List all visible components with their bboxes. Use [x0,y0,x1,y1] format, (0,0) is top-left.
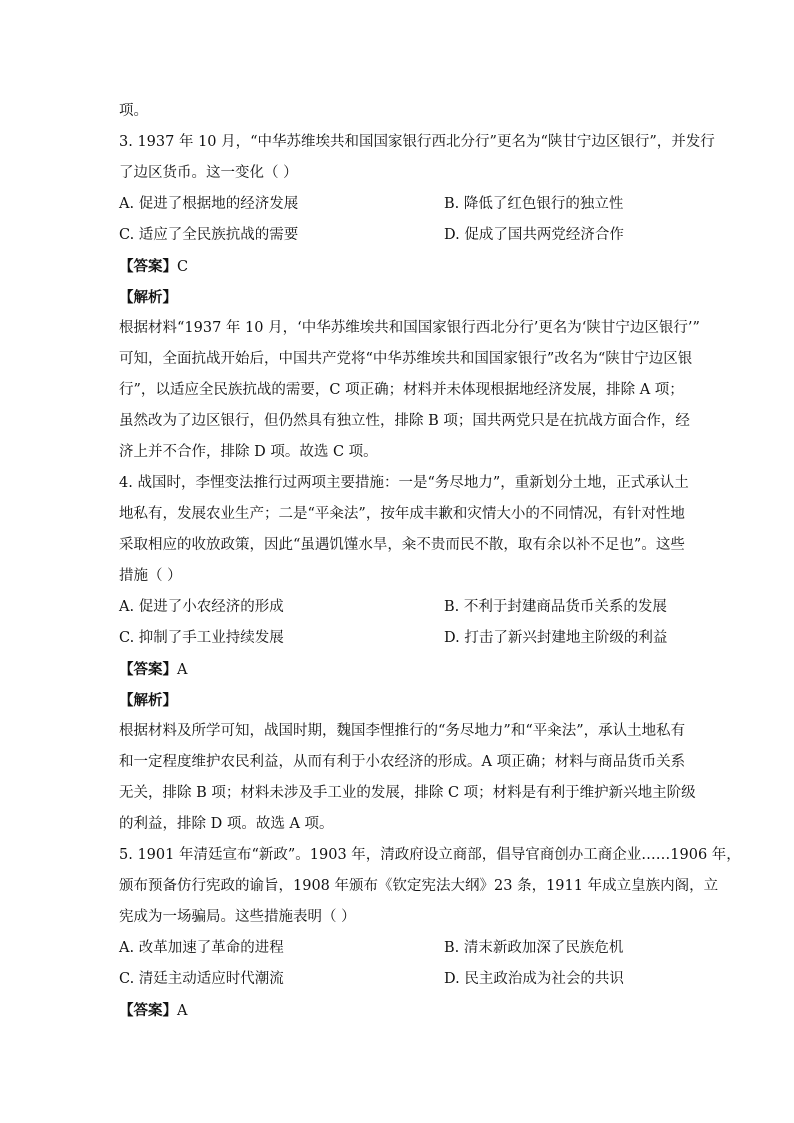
text-line: 根据材料“1937 年 10 月，‘中华苏维埃共和国国家银行西北分行’更名为‘陕甘宁边区银行’” [119,320,700,336]
answer-value: A [177,662,188,678]
option-row [119,964,679,995]
text-line: 措施（ ） [119,568,182,584]
option-right: B. 降低了红色银行的独立性 [444,196,624,212]
text-line: 行”，以适应全民族抗战的需要，C 项正确；材料并未体现根据地经济发展，排除 A 项； [119,382,684,398]
answer-value: C [177,259,189,275]
option-row [119,592,679,623]
option-right: D. 民主政治成为社会的共识 [444,971,624,987]
text-line: 了边区货币。这一变化（ ） [119,165,298,181]
option-left: A. 促进了小农经济的形成 [119,599,284,615]
section-tag: 【答案】 [119,1002,177,1019]
section-tag: 【解析】 [119,289,177,306]
option-right: D. 打击了新兴封建地主阶级的利益 [444,630,668,646]
answer-line [119,685,679,716]
answer-line [119,251,679,282]
section-tag: 【答案】 [119,661,177,678]
text-line: 济上并不合作，排除 D 项。故选 C 项。 [119,444,378,460]
text-line: 的利益，排除 D 项。故选 A 项。 [119,816,334,832]
option-left: A. 改革加速了革命的进程 [119,940,284,956]
section-tag: 【答案】 [119,258,177,275]
option-row [119,933,679,964]
section-tag: 【解析】 [119,692,177,709]
option-right: B. 清末新政加深了民族危机 [444,940,624,956]
answer-line [119,282,679,313]
option-left: C. 清廷主动适应时代潮流 [119,971,284,987]
text-line: 采取相应的收放政策，因此“虽遇饥馑水旱，籴不贵而民不散，取有余以补不足也”。这些 [119,537,685,553]
text-line: 根据材料及所学可知，战国时期，魏国李悝推行的“务尽地力”和“平籴法”，承认土地私有 [119,723,686,739]
option-left: C. 抑制了手工业持续发展 [119,630,284,646]
text-line: 和一定程度维护农民利益，从而有利于小农经济的形成。A 项正确；材料与商品货币关系 [119,754,686,770]
text-line: 项。 [119,103,148,119]
option-row [119,220,679,251]
answer-value: A [177,1003,188,1019]
option-row [119,189,679,220]
option-right: B. 不利于封建商品货币关系的发展 [444,599,667,615]
text-line: 无关，排除 B 项；材料未涉及手工业的发展，排除 C 项；材料是有利于维护新兴地主阶级 [119,785,696,801]
option-left: C. 适应了全民族抗战的需要 [119,227,299,243]
text-line: 地私有，发展农业生产；二是“平籴法”，按年成丰歉和灾情大小的不同情况，有针对性地 [119,506,685,522]
option-left: A. 促进了根据地的经济发展 [119,196,299,212]
text-line: 颁布预备仿行宪政的谕旨，1908 年颁布《钦定宪法大纲》23 条，1911 年成立皇族内阁，立 [119,878,719,894]
text-line: 虽然改为了边区银行，但仍然具有独立性，排除 B 项；国共两党只是在抗战方面合作，经 [119,413,690,429]
option-row [119,623,679,654]
text-line: 5. 1901 年清廷宣布“新政”。1903 年，清政府设立商部，倡导官商创办工商企业……1906 年， [119,847,741,863]
answer-line [119,654,679,685]
text-line: 可知，全面抗战开始后，中国共产党将“中华苏维埃共和国国家银行”改名为“陕甘宁边区银 [119,351,693,367]
option-right: D. 促成了国共两党经济合作 [444,227,624,243]
answer-line [119,995,679,1026]
text-line: 3. 1937 年 10 月，“中华苏维埃共和国国家银行西北分行”更名为“陕甘宁边区银行”，并发行 [119,134,715,150]
text-line: 宪成为一场骗局。这些措施表明（ ） [119,909,356,925]
document-page [119,96,741,1026]
text-line: 4. 战国时，李悝变法推行过两项主要措施：一是“务尽地力”，重新划分土地，正式承认土 [119,475,689,491]
